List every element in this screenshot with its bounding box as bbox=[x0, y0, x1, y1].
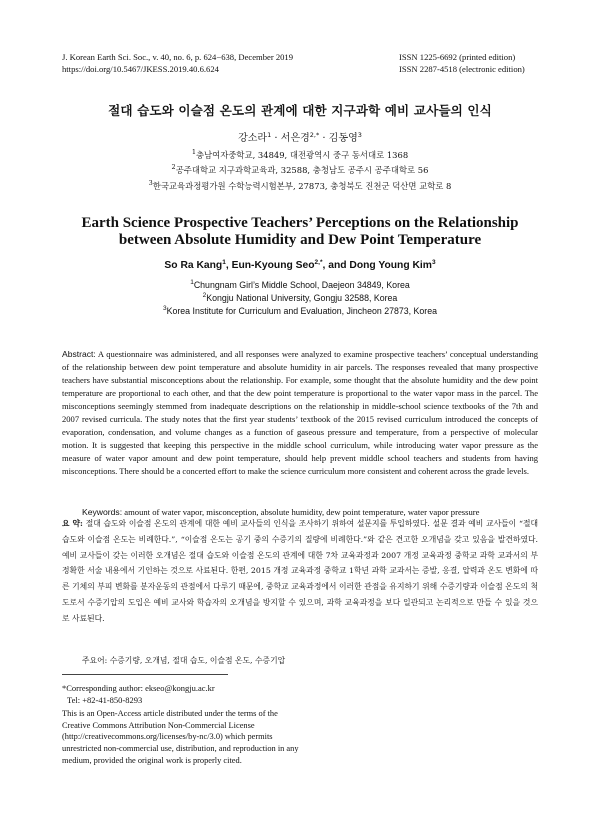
doi-link[interactable]: https://doi.org/10.5467/JKESS.2019.40.6.624 bbox=[62, 63, 219, 74]
affil-mark: 2 bbox=[202, 291, 207, 299]
author-affil-mark: 1 bbox=[222, 259, 226, 266]
affil-mark: 3 bbox=[162, 304, 167, 312]
abstract bbox=[62, 348, 538, 478]
korean-title: 절대 습도와 이슬점 온도의 관계에 대한 지구과학 예비 교사들의 인식 bbox=[108, 103, 492, 118]
corresponding-tel: Tel: +82-41-850-8293 bbox=[67, 695, 143, 705]
title-line: Earth Science Prospective Teachers’ Perceptions on the Relationship bbox=[81, 215, 519, 231]
footnote-divider bbox=[62, 674, 228, 675]
korean-authors bbox=[0, 129, 600, 144]
author-separator: · bbox=[322, 133, 326, 144]
author-name: 김동영 bbox=[328, 133, 358, 144]
keywords-text: amount of water vapor, misconception, absolute humidity, dew point temperature, water vapor pressure bbox=[124, 507, 480, 517]
affil-mark: 1 bbox=[191, 148, 196, 156]
affil-text: Korea Institute for Curriculum and Evaluation, Jincheon 27873, Korea bbox=[166, 305, 438, 316]
affil-mark: 2 bbox=[171, 163, 176, 172]
author-affil-mark: 2,* bbox=[314, 259, 323, 266]
abstract-label: Abstract: bbox=[62, 349, 96, 359]
english-authors: So Ra Kang$^1$, Eun-Kyoung Seo$^{2,*}$, and Dong Young Kim$^3$ bbox=[164, 259, 436, 271]
korean-abstract-label: 요 약: bbox=[62, 519, 83, 528]
affiliation-line bbox=[0, 279, 600, 292]
author-name: 강소라 bbox=[238, 133, 268, 144]
journal-citation: J. Korean Earth Sci. Soc., v. 40, no. 6, p. 624−638, December 2019 bbox=[62, 52, 294, 62]
author-separator: · bbox=[274, 133, 278, 144]
author-affil-mark: 3 bbox=[357, 131, 362, 139]
author-name: Eun-Kyoung Seo bbox=[231, 260, 315, 271]
affil-mark: 3 bbox=[148, 178, 153, 187]
title-line: between Absolute Humidity and Dew Point Temperature bbox=[118, 232, 482, 248]
license-notice: This is an Open-Access article distributed under the terms of the Creative Commons Attribution Non-Commercial License (http://creativecommons.org/licenses/by-nc/3.0) which permits unrestricted non-commercial use, distribution, and reproduction in any medium, provided the original work is properly cited. bbox=[62, 709, 299, 765]
author-affil-mark: 3 bbox=[431, 259, 436, 266]
affil-mark: 1 bbox=[190, 279, 194, 286]
author-name: 서은경 bbox=[280, 133, 310, 144]
issn-header bbox=[399, 52, 525, 75]
author-name: and Dong Young Kim bbox=[328, 260, 432, 271]
affil-text: 공주대학교 지구과학교육과, 32588, 충청남도 공주시 공주대학로 56 bbox=[175, 165, 429, 176]
issn-electronic: ISSN 2287-4518 (electronic edition) bbox=[399, 63, 525, 74]
affiliation-line bbox=[0, 179, 600, 194]
korean-keywords-label: 주요어: bbox=[82, 656, 108, 665]
abstract-text: A questionnaire was administered, and all responses were analyzed to examine prospective teachers’ conceptual understanding of the relationship between dew point temperature and absolute humidity in air parcels. The responses revealed that many prospective teachers have substantial misconceptions about the relationship. For example, some thought that the absolute humidity and the dew point temperature are proportional to each other, and that the dew point temperature is proportional to the water vapor mass in the parcel. The misconceptions seemingly stemmed from inadequate descriptions on the relationship in middle-school science textbooks of the 7th and 2007 revised curricula. The study notes that the first year students’ textbook of the 2015 revised curriculum introduced the concepts of evaporation, condensation, and volume changes as a function of gaseous pressure and temperature, from a perspective of molecular motion. It is suggested that keeping this perspective in the middle school curriculum, while introducing water vapor pressure as the measure of water vapor amount and dew point temperature, should help prevent middle school teachers and students from having misconceptions. There should be a concerted effort to make the science curriculum more consistent and coherent across the grade levels. bbox=[62, 349, 538, 476]
korean-keywords bbox=[82, 655, 538, 666]
korean-affiliations bbox=[0, 148, 600, 194]
affil-text: Kongju National University, Gongju 32588, Korea bbox=[206, 292, 398, 303]
author-affil-mark: 2,* bbox=[309, 131, 320, 139]
english-affiliations bbox=[0, 279, 600, 317]
issn-print: ISSN 1225-6692 (printed edition) bbox=[399, 52, 516, 62]
affil-text: 한국교육과정평가원 수학능력시험본부, 27873, 충청북도 진천군 덕산면 교학로 8 bbox=[152, 180, 452, 191]
english-title bbox=[0, 215, 600, 249]
affiliation-line bbox=[0, 305, 600, 318]
affil-text: 충남여자중학교, 34849, 대전광역시 중구 동서대로 1368 bbox=[195, 150, 409, 160]
korean-abstract-text: 절대 습도와 이슬점 온도의 관계에 대한 예비 교사들의 인식을 조사하기 위하여 설문지를 투입하였다. 설문 결과 예비 교사들이 “절대 습도와 이슬점 온도는 비례한다.”, “이슬점 온도는 공기 중의 수증기의 질량에 비례한다.”와 같은 견고한 오개념을 갖고 있음을 발견하였다. 예비 교사들이 갖는 이러한 오개념은 절대 습도와 이슬점 온도의 관계에 대한 7차 교육과정과 2007 개정 교육과정 중학교 과학 교과서의 부정확한 서술 내용에서 기인하는 것으로 사료된다. 한편, 2015 개정 교육과정 중학교 1학년 과학 교과서는 증발, 응결, 압력과 온도 변화에 따른 기체의 부피 변화를 분자운동의 관점에서 다루기 때문에, 중학교 교육과정에서 이러한 관점을 유지하기 위해 수증기량과 이슬점 온도의 척도로서 수증기압의 도입은 예비 교사와 학습자의 오개념을 방지할 수 있으며, 과학 교육과정을 보다 일관되고 논리적으로 만들 수 있을 것으로 사료된다. bbox=[62, 519, 539, 623]
affiliation-line bbox=[0, 292, 600, 305]
keywords-label: Keywords: bbox=[82, 507, 123, 517]
corresponding-email: *Corresponding author: ekseo@kongju.ac.kr bbox=[62, 683, 215, 693]
corresponding-author bbox=[62, 682, 215, 706]
korean-keywords-text: 수증기량, 오개념, 절대 습도, 이슬점 온도, 수증기압 bbox=[109, 656, 286, 665]
author-affil-mark: 1 bbox=[267, 131, 272, 139]
author-name: So Ra Kang bbox=[164, 260, 223, 271]
affiliation-line bbox=[0, 148, 600, 163]
journal-header bbox=[62, 52, 293, 75]
korean-abstract bbox=[62, 516, 538, 627]
affiliation-line bbox=[0, 163, 600, 178]
affil-text: Chungnam Girl’s Middle School, Daejeon 34849, Korea bbox=[193, 280, 410, 290]
